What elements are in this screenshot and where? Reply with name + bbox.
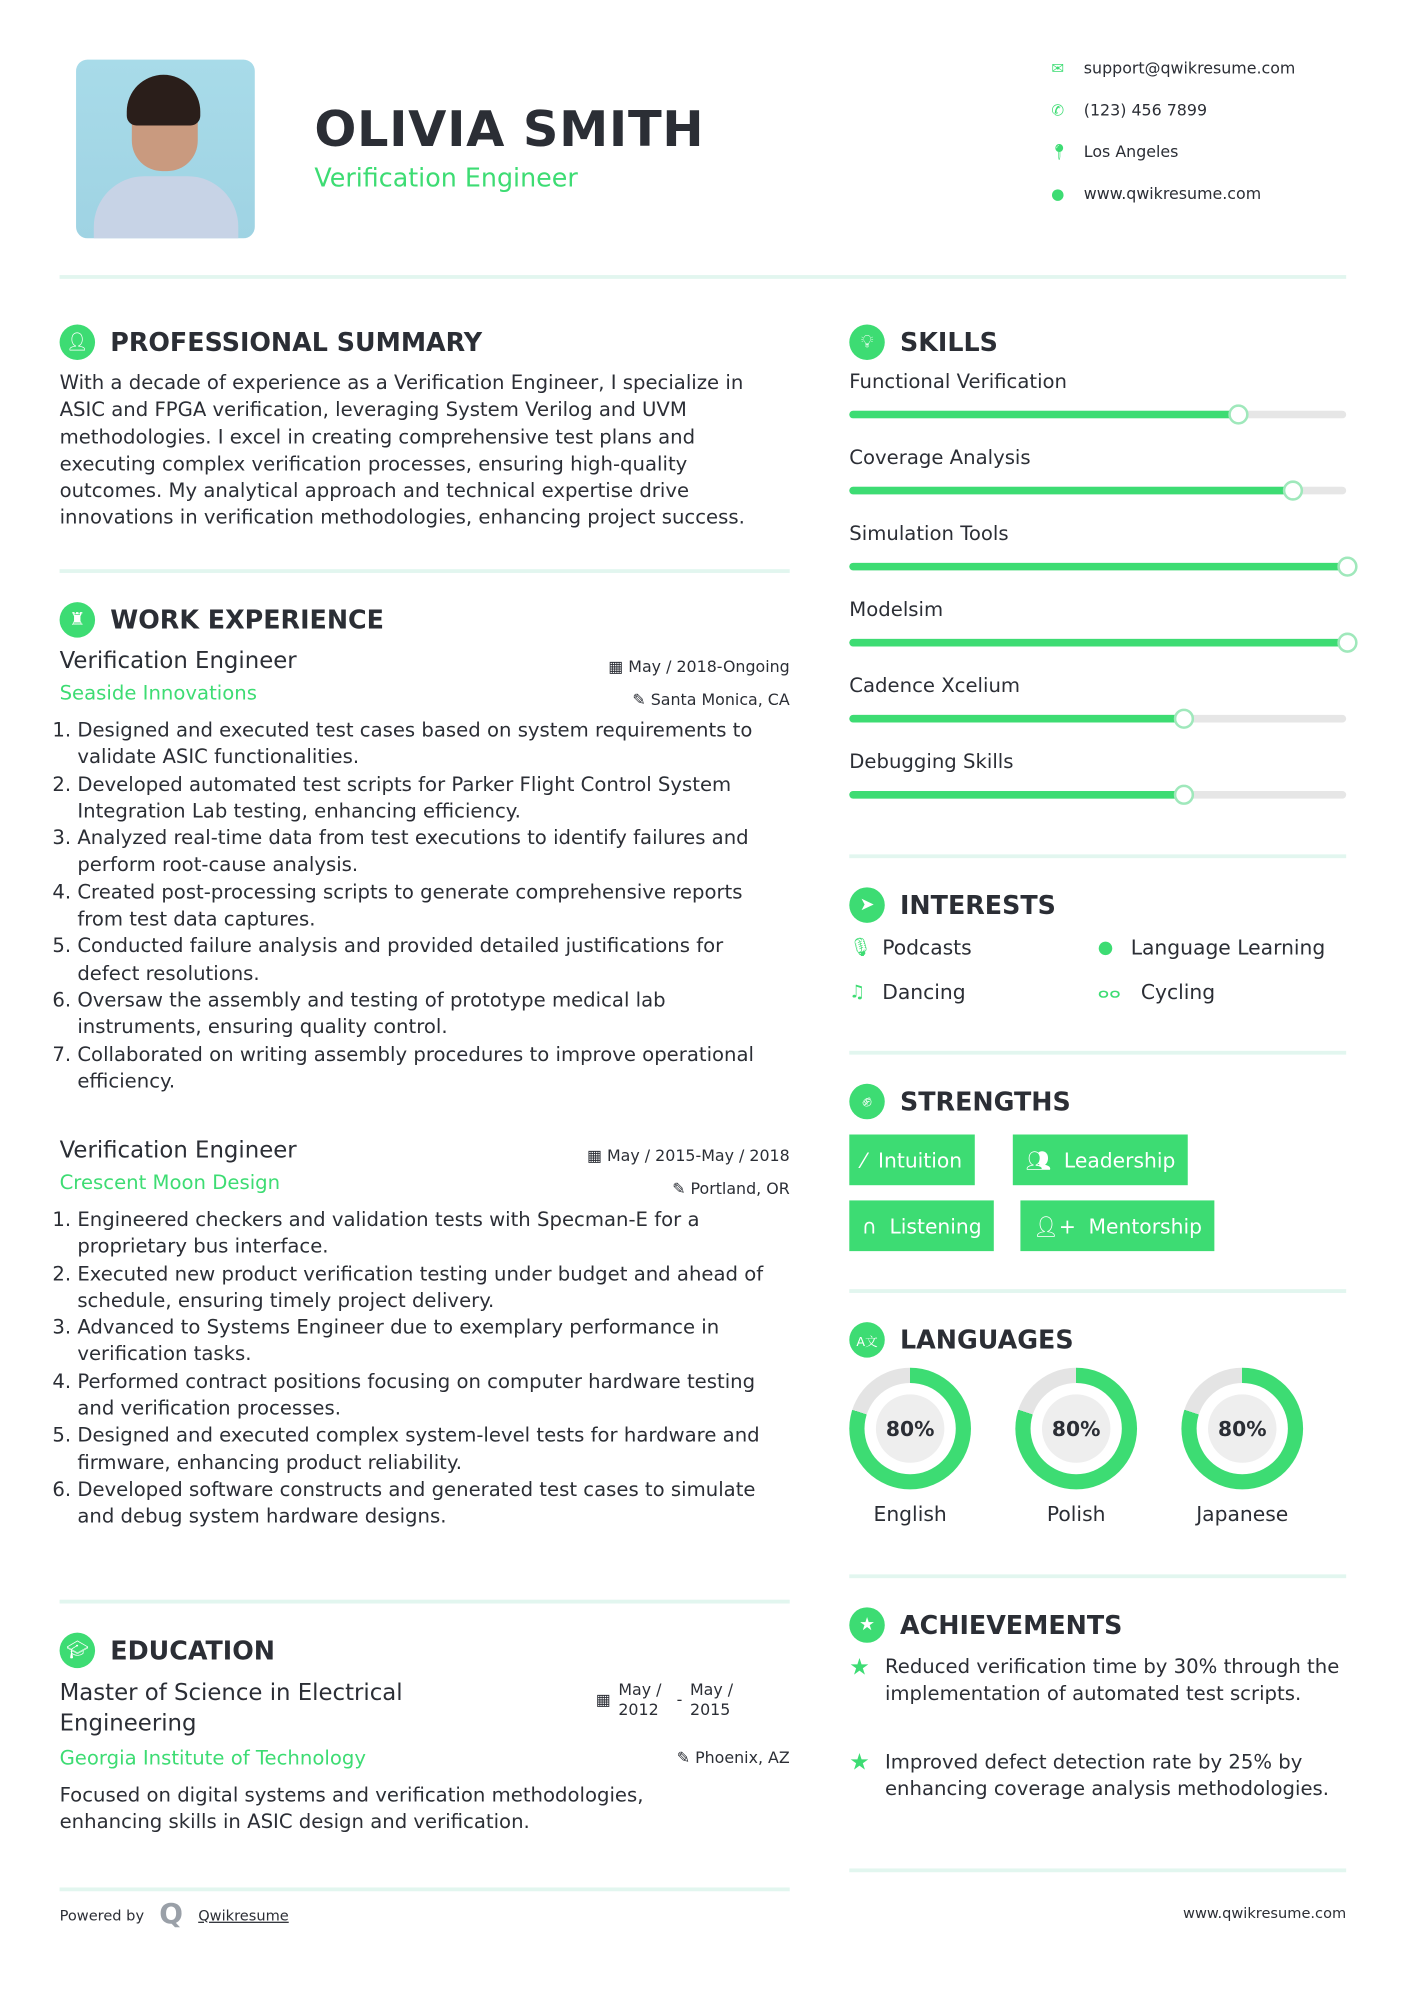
strength-label: Listening <box>889 1213 982 1238</box>
calendar-icon: ▦ <box>608 656 629 676</box>
skill-bar <box>849 791 1346 799</box>
duty-item: 2. Developed automated test scripts for Parker Flight Control System Integration Lab testing, enhancing efficiency. <box>77 771 789 825</box>
achievement-item <box>849 1654 1346 1707</box>
language-name: Japanese <box>1196 1502 1289 1527</box>
duty-item: 1. Designed and executed test cases based on system requirements to validate ASIC functionalities. <box>77 717 789 771</box>
achievement-text: Improved defect detection rate by 25% by enhancing coverage analysis methodologies. <box>884 1750 1330 1800</box>
skill-bar-knob <box>1173 785 1193 805</box>
skill-bar-knob <box>1337 556 1357 576</box>
interest-label: Language Learning <box>1130 935 1326 960</box>
skill-bar-knob <box>1283 480 1303 500</box>
skill-bar-fill <box>849 791 1182 799</box>
skill-bar-knob <box>1228 404 1248 424</box>
skill-bar-fill <box>849 639 1346 647</box>
divider <box>849 1868 1346 1872</box>
experience-header <box>60 602 384 637</box>
language-name: Polish <box>1046 1502 1106 1527</box>
skill-label: Debugging Skills <box>849 750 1014 774</box>
contact-location <box>1050 142 1179 161</box>
school-name: Georgia Institute of Technology <box>59 1746 366 1770</box>
star-icon: ★ <box>849 1749 870 1776</box>
education-date <box>596 1680 741 1721</box>
section-title: PROFESSIONAL SUMMARY <box>110 327 483 358</box>
strength-label: Mentorship <box>1088 1213 1202 1238</box>
skill-bar <box>849 411 1346 419</box>
graduation-icon: 🎓︎ <box>60 1633 95 1668</box>
calendar-icon: ▦ <box>595 1689 611 1709</box>
contact-text: (123) 456 7899 <box>1083 100 1208 120</box>
skill-bar-fill <box>849 411 1237 419</box>
strengths-header <box>849 1084 1070 1119</box>
skill-bar-fill <box>849 715 1182 723</box>
skill-item <box>849 370 1346 446</box>
skill-label: Modelsim <box>849 598 944 622</box>
header-divider <box>60 275 1347 279</box>
language-percent: 80% <box>1042 1394 1110 1462</box>
map-marker-icon: 📍︎ <box>1049 142 1069 161</box>
skill-item <box>849 674 1346 750</box>
pin-icon: ✎ <box>676 1748 696 1768</box>
skill-bar-knob <box>1337 633 1357 653</box>
strength-chip <box>849 1200 994 1251</box>
lightbulb-icon: 💡︎ <box>849 325 884 360</box>
duty-item: 6. Oversaw the assembly and testing of prototype medical lab instruments, ensuring quality control. <box>77 987 789 1041</box>
footer-website[interactable]: www.qwikresume.com <box>1183 1903 1347 1922</box>
powered-by <box>60 1899 289 1931</box>
section-title: SKILLS <box>899 327 998 358</box>
duty-item: 2. Executed new product verification testing under budget and ahead of schedule, ensuring timely project delivery. <box>77 1261 789 1315</box>
strength-label: Leadership <box>1063 1147 1176 1172</box>
strength-label: Intuition <box>878 1147 963 1172</box>
language-item <box>1015 1368 1137 1526</box>
duty-item: 6. Developed software constructs and generated test cases to simulate and debug system hardware designs. <box>77 1477 789 1531</box>
envelope-icon: ✉ <box>1051 58 1065 77</box>
company-name: Crescent Moon Design <box>59 1171 281 1195</box>
music-icon: ♫ <box>849 981 866 1003</box>
section-title: LANGUAGES <box>899 1324 1074 1356</box>
date-end: May / 2015 <box>689 1679 734 1719</box>
globe-icon: ● <box>1097 937 1114 958</box>
contact-text: Los Angeles <box>1083 141 1179 161</box>
duty-item: 7. Collaborated on writing assembly procedures to improve operational efficiency. <box>77 1041 789 1095</box>
education-text: Focused on digital systems and verification methodologies, enhancing skills in ASIC design and verification. <box>59 1783 644 1834</box>
duty-item: 3. Analyzed real-time data from test executions to identify failures and perform root-cause analysis. <box>77 825 789 879</box>
date-text: May / 2015-May / 2018 <box>607 1145 790 1165</box>
magic-wand-icon: ⁄ <box>861 1147 866 1172</box>
divider <box>60 569 790 573</box>
skill-bar-knob <box>1173 709 1193 729</box>
date-separator: - <box>676 1689 683 1709</box>
globe-icon: ● <box>1051 184 1065 203</box>
skill-bar <box>849 639 1346 647</box>
interest-item <box>849 935 971 959</box>
strength-chip <box>1020 1200 1214 1251</box>
interest-label: Dancing <box>882 979 966 1004</box>
divider <box>60 1600 790 1604</box>
skills-header <box>849 325 998 360</box>
job-date <box>608 657 789 676</box>
summary-text: With a decade of experience as a Verification Engineer, I specialize in ASIC and FPGA verification, leveraging System Verilog and UVM methodologies. I excel in creating comprehensive test plans and executing complex verification processes, ensuring high-quality outcomes. My analytical approach and technical expertise drive innovations in verification methodologies, enhancing project success. <box>59 371 745 530</box>
divider <box>849 854 1346 858</box>
language-percent: 80% <box>1208 1394 1276 1462</box>
divider <box>849 1289 1346 1293</box>
brand-link[interactable]: Qwikresume <box>198 1905 289 1924</box>
skill-label: Coverage Analysis <box>849 446 1031 470</box>
duty-item: 5. Conducted failure analysis and provided detailed justifications for defect resolutions. <box>77 933 789 987</box>
language-item <box>1181 1368 1303 1526</box>
user-icon: 👤︎ <box>60 325 95 360</box>
job-location <box>672 1179 790 1198</box>
achievements-header <box>849 1607 1122 1642</box>
company-name: Seaside Innovations <box>59 681 257 705</box>
skill-label: Functional Verification <box>849 370 1068 393</box>
skill-bar-fill <box>849 487 1291 495</box>
date-start: May / 2012 <box>618 1679 662 1719</box>
skill-bar <box>849 563 1346 571</box>
interests-header <box>849 887 1056 922</box>
duty-item: 3. Advanced to Systems Engineer due to exemplary performance in verification tasks. <box>77 1315 789 1369</box>
skill-item <box>849 750 1346 826</box>
language-icon: A文 <box>849 1322 884 1357</box>
section-title: EDUCATION <box>110 1635 275 1666</box>
skill-bar <box>849 715 1346 723</box>
profile-photo <box>76 60 255 239</box>
language-ring <box>849 1368 971 1490</box>
duty-item: 4. Created post-processing scripts to generate comprehensive reports from test data captures. <box>77 879 789 933</box>
achievement-text: Reduced verification time by 30% through the implementation of automated test scripts. <box>884 1655 1340 1705</box>
section-title: STRENGTHS <box>899 1086 1071 1117</box>
user-plus-icon: 👤︎+ <box>1033 1213 1076 1238</box>
fist-icon: ✊︎ <box>849 1084 884 1119</box>
skill-label: Cadence Xcelium <box>849 674 1021 698</box>
interest-item <box>1098 980 1215 1004</box>
interest-label: Cycling <box>1140 979 1216 1004</box>
duty-item: 1. Engineered checkers and validation tests with Specman-E for a proprietary bus interface. <box>77 1207 789 1261</box>
strength-chip <box>849 1135 975 1186</box>
job-entry <box>60 1137 790 1531</box>
language-percent: 80% <box>876 1394 944 1462</box>
degree-title: Master of Science in Electrical Engineering <box>59 1679 403 1737</box>
candidate-title: Verification Engineer <box>314 162 578 193</box>
duty-item: 4. Performed contract positions focusing on computer hardware testing and verification processes. <box>77 1369 789 1423</box>
job-duties <box>60 1207 790 1531</box>
skill-bar-fill <box>849 563 1346 571</box>
star-icon: ★ <box>849 1654 870 1681</box>
location-text: Portland, OR <box>690 1178 790 1198</box>
users-icon: 👥︎ <box>1025 1147 1052 1172</box>
language-name: English <box>873 1502 947 1527</box>
section-title: ACHIEVEMENTS <box>899 1609 1123 1641</box>
achievement-item <box>849 1749 1346 1802</box>
skill-item <box>849 598 1346 674</box>
job-entry <box>60 648 790 1096</box>
pin-icon: ✎ <box>672 1178 691 1198</box>
contact-phone <box>1050 100 1207 119</box>
language-ring <box>1015 1368 1137 1490</box>
microphone-icon: 🎙︎ <box>849 937 872 958</box>
job-date <box>587 1146 790 1165</box>
date-text: May / 2018-Ongoing <box>628 656 790 676</box>
powered-by-text: Powered by <box>59 1905 145 1924</box>
summary-header <box>60 325 483 360</box>
interest-item <box>849 980 965 1004</box>
headphones-icon: ∩ <box>861 1213 877 1238</box>
qwikresume-logo-icon: Q <box>159 1898 183 1931</box>
language-ring <box>1181 1368 1303 1490</box>
job-location <box>632 690 789 709</box>
divider <box>849 1051 1346 1055</box>
star-badge-icon: ★ <box>849 1607 884 1642</box>
location-text: Santa Monica, CA <box>650 689 790 709</box>
divider <box>60 1887 790 1891</box>
job-title: Verification Engineer <box>59 647 297 675</box>
skill-bar <box>849 487 1346 495</box>
candidate-name: OLIVIA SMITH <box>314 101 705 159</box>
contact-text: support@qwikresume.com <box>1083 58 1296 78</box>
pin-icon: ✎ <box>632 689 651 709</box>
bicycle-icon: ⴰⴰ <box>1097 981 1121 1003</box>
skill-item <box>849 522 1346 598</box>
skill-item <box>849 446 1346 522</box>
skill-label: Simulation Tools <box>849 522 1009 546</box>
location-text: Phoenix, AZ <box>695 1748 790 1768</box>
education-location <box>677 1748 790 1767</box>
phone-icon: ✆ <box>1051 100 1065 119</box>
contact-website <box>1050 184 1262 203</box>
skills-list <box>849 370 1346 826</box>
education-header <box>60 1633 275 1668</box>
languages-list <box>849 1368 1303 1526</box>
contact-email <box>1050 58 1296 77</box>
language-item <box>849 1368 971 1526</box>
section-title: WORK EXPERIENCE <box>110 604 384 636</box>
strength-chip <box>1013 1135 1188 1186</box>
briefcase-icon: ♜ <box>60 602 95 637</box>
contact-text[interactable]: www.qwikresume.com <box>1083 183 1262 203</box>
duty-item: 5. Designed and executed complex system-level tests for hardware and firmware, enhancing product reliability. <box>77 1423 789 1477</box>
job-duties <box>60 717 790 1095</box>
interest-item <box>1098 935 1326 959</box>
divider <box>849 1574 1346 1578</box>
languages-header <box>849 1322 1073 1357</box>
job-title: Verification Engineer <box>59 1137 297 1164</box>
interest-label: Podcasts <box>882 935 972 960</box>
paper-plane-icon: ➤ <box>849 887 884 922</box>
section-title: INTERESTS <box>899 889 1056 921</box>
calendar-icon: ▦ <box>586 1145 608 1165</box>
